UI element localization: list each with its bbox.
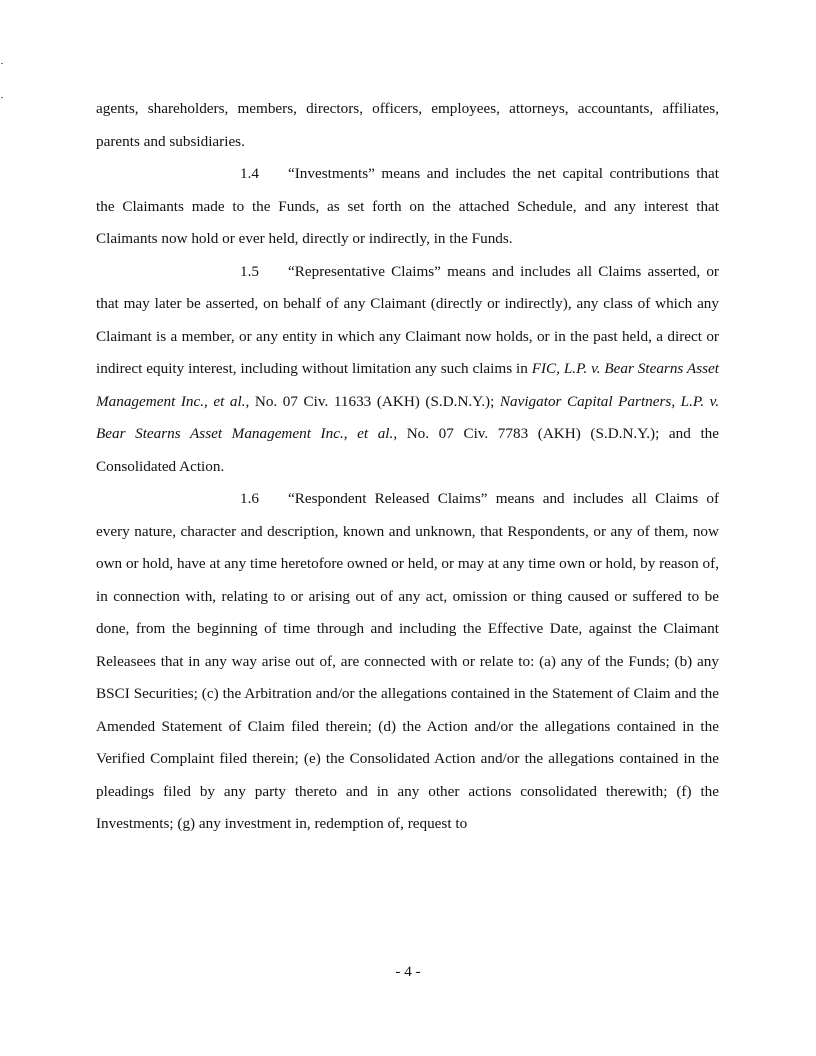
paragraph-1-4 xyxy=(96,158,719,256)
section-number: 1.5 xyxy=(240,262,259,280)
paragraph-text: , No. 07 Civ. 7783 (AKH) (S.D.N.Y.); and the Consolidated Action. xyxy=(96,425,719,475)
section-number: 1.4 xyxy=(240,165,259,182)
paragraph-text: “Investments” means and includes the net capital contributions that the Claimants made to the Funds, as set forth on the attached Schedule, and any interest that Claimants now hold or ever held, directly or indirectly, in the Funds. xyxy=(96,165,719,247)
page-number: - 4 - xyxy=(395,963,421,980)
case-citation: Navigator Capital Partners, L.P. v. Bear Stearns Asset Management Inc., et al. xyxy=(96,392,719,442)
paragraph-text: “Representative Claims” means and includes all Claims asserted, or that may later be asserted, on behalf of any Claimant (directly or indirectly), any class of which any Claimant is a member, or any entity in which any Claimant now holds, or in the past held, a direct or indirect equity interest, including without limitation any such claims in xyxy=(96,262,719,377)
scan-mark xyxy=(1,63,3,64)
paragraph-text: agents, shareholders, members, directors, officers, employees, attorneys, accountants, affiliates, parents and subsidiaries. xyxy=(96,100,719,150)
scan-mark xyxy=(1,97,3,98)
paragraph-text: , No. 07 Civ. 11633 (AKH) (S.D.N.Y.); xyxy=(245,392,500,410)
paragraph-continuation xyxy=(96,93,719,158)
paragraph-text: “Respondent Released Claims” means and includes all Claims of every nature, character and description, known and unknown, that Respondents, or any of them, now own or hold, have at any time heretofore owned or held, or may at any time own or hold, by reason of, in connection with, relating to or arising out of any act, omission or thing caused or suffered to be done, from the beginning of time through and including the Effective Date, against the Claimant Releasees that in any way arise out of, are connected with or relate to: (a) any of the Funds; (b) any BSCI Securities; (c) the Arbitration and/or the allegations contained in the Statement of Claim and the Amended Statement of Claim filed therein; (d) the Action and/or the allegations contained in the Verified Complaint filed therein; (e) the Consolidated Action and/or the allegations contained in the pleadings filed by any party thereto and in any other actions consolidated therewith; (f) the Investments; (g) any investment in, redemption of, request to xyxy=(96,490,719,832)
paragraph-1-5 xyxy=(96,256,719,484)
case-citation: FIC, L.P. v. Bear Stearns Asset Management Inc., et al. xyxy=(96,360,719,410)
section-number: 1.6 xyxy=(240,490,259,507)
body-text xyxy=(96,93,719,841)
paragraph-1-6 xyxy=(96,483,719,841)
